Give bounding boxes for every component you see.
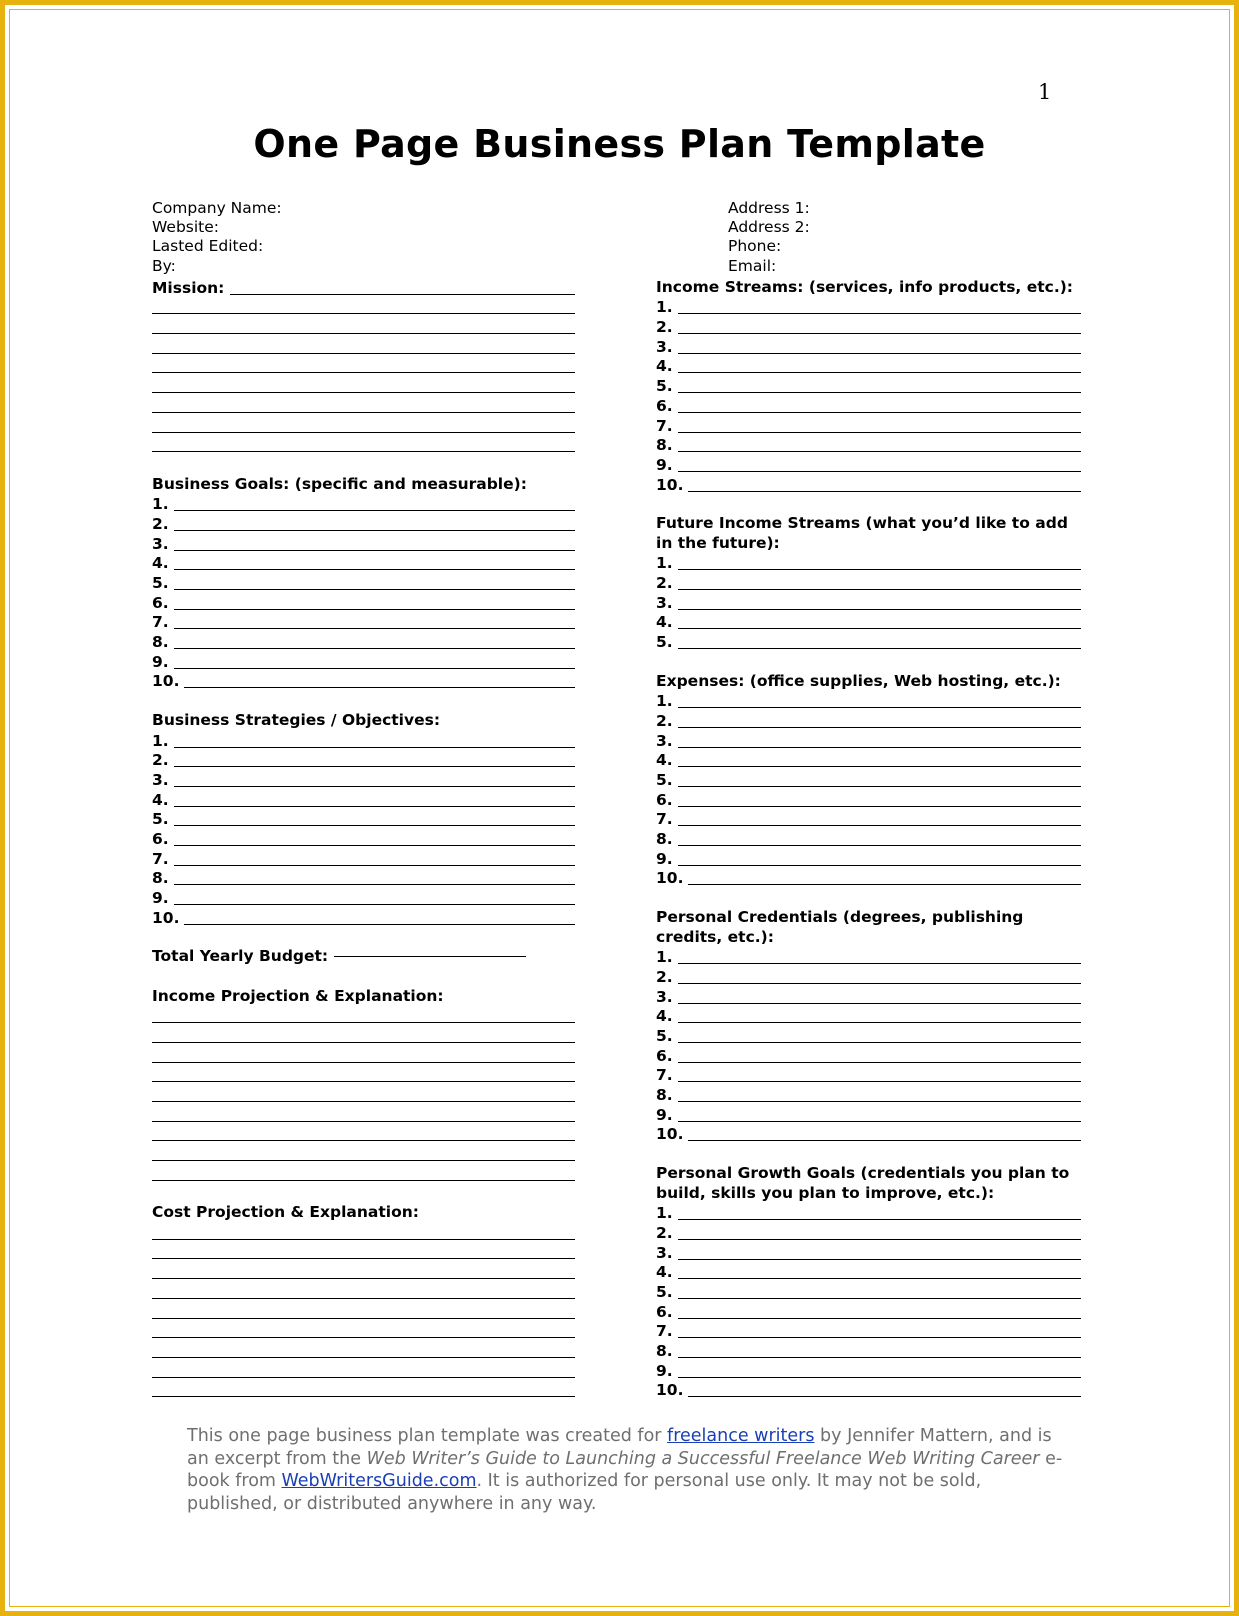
item-number: 5. [656,633,673,652]
list-item[interactable] [656,810,1081,830]
blank-line [678,412,1081,413]
blank-line [152,1298,575,1299]
blank-line [152,1318,575,1319]
blank-line [678,845,1081,846]
item-number: 3. [152,534,169,553]
mission-label: Mission: [152,278,225,297]
item-number: 7. [656,1322,673,1341]
list-item[interactable] [152,731,575,751]
blank-line [152,392,575,393]
item-number: 1. [656,298,673,317]
blank-line [678,747,1081,748]
blank-line [174,628,575,629]
list-item[interactable] [152,514,575,534]
left-column [152,278,575,1400]
blank-line [678,1259,1081,1260]
blank-line [152,1180,575,1181]
blank-line [174,845,575,846]
list-item[interactable] [656,593,1081,613]
list-item[interactable] [656,554,1081,574]
list-item[interactable] [656,1223,1081,1243]
list-item[interactable] [656,436,1081,456]
item-number: 8. [656,830,673,848]
business-strategies-list[interactable] [152,731,575,928]
address2-label: Address 2: [728,218,810,236]
cost-projection-lines[interactable] [152,1223,575,1400]
blank-line [174,747,575,748]
item-number: 3. [656,337,673,356]
list-item[interactable] [656,1046,1081,1066]
income-projection-heading: Income Projection & Explanation: [152,986,444,1005]
item-number: 1. [152,495,169,514]
growth-goals-heading: Personal Growth Goals (credentials you plan to build, skills you plan to improve, etc.): [656,1164,1070,1202]
list-item[interactable] [656,317,1081,337]
list-item[interactable] [656,869,1081,889]
blank-line [152,1140,575,1141]
blank-line [678,1121,1081,1122]
footer-note [187,1425,1067,1515]
business-goals-heading: Business Goals: (specific and measurable): [152,474,527,493]
blank-line [678,1377,1081,1378]
blank-line-row[interactable] [152,1282,575,1302]
expenses-list[interactable] [656,692,1081,889]
blank-line-row[interactable] [152,1105,575,1125]
list-item[interactable] [656,573,1081,593]
blank-line [678,372,1081,373]
list-item[interactable] [656,1203,1081,1223]
blank-line [688,1396,1081,1397]
blank-line [678,806,1081,807]
item-number: 5. [656,1026,673,1045]
list-item[interactable] [152,554,575,574]
item-number: 1. [656,1204,673,1223]
blank-line [678,1003,1081,1004]
list-item[interactable] [656,1341,1081,1361]
list-item[interactable] [656,692,1081,712]
blank-line [184,687,575,688]
list-item[interactable] [656,1105,1081,1125]
blank-line [174,530,575,531]
item-number: 2. [656,967,673,986]
item-number: 8. [656,1341,673,1360]
blank-line [678,1062,1081,1063]
blank-line [688,884,1081,885]
item-number: 8. [656,1085,673,1104]
blank-line-row[interactable] [152,1026,575,1046]
list-item[interactable] [656,829,1081,849]
item-number: 2. [152,751,169,770]
growth-goals-list[interactable] [656,1203,1081,1400]
list-item[interactable] [656,376,1081,396]
item-number: 1. [656,948,673,967]
item-number: 6. [656,1302,673,1321]
blank-line-row[interactable] [152,376,575,396]
blank-line [152,1062,575,1063]
item-number: 10. [656,869,684,888]
blank-line [678,451,1081,452]
item-number: 8. [152,633,169,652]
list-item[interactable] [656,357,1081,377]
blank-line [678,707,1081,708]
expenses-heading: Expenses: (office supplies, Web hosting, etc.): [656,671,1061,690]
blank-line [678,471,1081,472]
blank-line [230,294,575,295]
phone-label: Phone: [728,237,782,255]
budget-blank-line [334,956,526,957]
blank-line [152,451,575,452]
blank-line [678,766,1081,767]
list-item[interactable] [656,1243,1081,1263]
right-column [656,278,1081,1400]
list-item[interactable] [656,1125,1081,1145]
blank-line [678,609,1081,610]
list-item[interactable] [656,1361,1081,1381]
list-item[interactable] [152,573,575,593]
total-budget-row[interactable] [152,947,575,967]
blank-line [678,1081,1081,1082]
list-item[interactable] [656,711,1081,731]
list-item[interactable] [656,987,1081,1007]
list-item[interactable] [656,1026,1081,1046]
blank-line [152,333,575,334]
list-item[interactable] [152,829,575,849]
blank-line-row[interactable] [152,357,575,377]
blank-line-row[interactable] [152,1381,575,1401]
list-item[interactable] [656,396,1081,416]
blank-line [174,589,575,590]
list-item[interactable] [656,298,1081,318]
blank-line-row[interactable] [152,1322,575,1342]
mission-row[interactable] [152,278,575,298]
blank-line-row[interactable] [152,1144,575,1164]
page-number: 1 [1038,80,1052,104]
blank-line-row[interactable] [152,1243,575,1263]
blank-line [678,589,1081,590]
email-label: Email: [728,257,777,275]
blank-line [678,865,1081,866]
item-number: 7. [656,1066,673,1085]
blank-line [678,1298,1081,1299]
list-item[interactable] [152,869,575,889]
blank-line-row[interactable] [152,1223,575,1243]
blank-line [174,825,575,826]
item-number: 10. [656,475,684,494]
blank-line [688,491,1081,492]
future-income-list[interactable] [656,554,1081,652]
item-number: 9. [656,1361,673,1380]
blank-line [678,963,1081,964]
blank-line-row[interactable] [152,1302,575,1322]
blank-line [152,1396,575,1397]
item-number: 9. [152,889,169,908]
credentials-list[interactable] [656,947,1081,1144]
item-number: 1. [152,731,169,750]
list-item[interactable] [152,849,575,869]
blank-line-row[interactable] [152,1361,575,1381]
list-item[interactable] [656,416,1081,436]
list-item[interactable] [152,652,575,672]
blank-line [174,884,575,885]
item-number: 8. [152,869,169,888]
blank-line-row[interactable] [152,1164,575,1184]
blank-line [174,569,575,570]
blank-line [678,628,1081,629]
website-label: Website: [152,218,220,236]
item-number: 3. [656,987,673,1006]
list-item[interactable] [656,967,1081,987]
item-number: 6. [656,790,673,809]
list-item[interactable] [656,1381,1081,1401]
footer-text-4: . It is authorized for personal use only. It may not be sold, published, or distributed anywhere in any way. [187,1471,982,1514]
item-number: 3. [656,1243,673,1262]
item-number: 7. [152,849,169,868]
future-income-heading: Future Income Streams (what you’d like to add in the future): [656,514,1068,552]
blank-line [678,1022,1081,1023]
item-number: 4. [656,613,673,632]
blank-line [152,1081,575,1082]
blank-line [678,1318,1081,1319]
blank-line [174,865,575,866]
item-number: 9. [656,455,673,474]
blank-line [678,569,1081,570]
item-number: 5. [656,377,673,396]
blank-line [678,1278,1081,1279]
business-goals-list[interactable] [152,495,575,692]
list-item[interactable] [656,1282,1081,1302]
blank-line [678,1337,1081,1338]
item-number: 3. [152,770,169,789]
blank-line [152,1258,575,1259]
list-item[interactable] [656,613,1081,633]
list-item[interactable] [152,751,575,771]
credentials-heading: Personal Credentials (degrees, publishing credits, etc.): [656,908,1024,946]
blank-line [678,432,1081,433]
blank-line [174,904,575,905]
blank-line [174,766,575,767]
blank-line-row[interactable] [152,1007,575,1027]
blank-line [152,353,575,354]
blank-line [678,727,1081,728]
total-budget-label: Total Yearly Budget: [152,947,329,966]
item-number: 8. [656,436,673,455]
blank-line [678,313,1081,314]
list-item[interactable] [152,790,575,810]
item-number: 1. [656,692,673,711]
by-label: By: [152,257,176,275]
item-number: 9. [656,1105,673,1124]
footer-text-3: e-book from [187,1448,1063,1491]
blank-line [152,372,575,373]
item-number: 2. [656,711,673,730]
item-number: 2. [152,514,169,533]
list-item[interactable] [152,632,575,652]
blank-line [152,432,575,433]
blank-line-row[interactable] [152,337,575,357]
list-item[interactable] [656,1007,1081,1027]
blank-line-row[interactable] [152,436,575,456]
blank-line [152,1042,575,1043]
list-item[interactable] [152,534,575,554]
list-item[interactable] [152,613,575,633]
item-number: 6. [656,396,673,415]
webwritersguide-link[interactable]: WebWritersGuide.com [281,1471,477,1491]
blank-line [678,983,1081,984]
item-number: 2. [656,318,673,337]
list-item[interactable] [656,337,1081,357]
item-number: 6. [152,829,169,848]
list-item[interactable] [656,790,1081,810]
list-item[interactable] [152,770,575,790]
item-number: 3. [656,731,673,750]
item-number: 2. [656,1223,673,1242]
list-item[interactable] [656,1263,1081,1283]
item-number: 4. [656,751,673,770]
blank-line [152,1022,575,1023]
blank-line [678,786,1081,787]
address1-label: Address 1: [728,199,810,217]
blank-line [678,825,1081,826]
blank-line [152,1101,575,1102]
page-title: One Page Business Plan Template [253,122,986,166]
item-number: 5. [656,770,673,789]
list-item[interactable] [152,810,575,830]
blank-line [152,313,575,314]
list-item[interactable] [152,888,575,908]
blank-line [678,648,1081,649]
list-item[interactable] [656,849,1081,869]
blank-line [184,924,575,925]
freelance-writers-link[interactable]: freelance writers [667,1426,815,1446]
list-item[interactable] [656,632,1081,652]
list-item[interactable] [656,1322,1081,1342]
blank-line [174,806,575,807]
blank-line [174,786,575,787]
blank-line-row[interactable] [152,317,575,337]
blank-line-row[interactable] [152,1262,575,1282]
list-item[interactable] [152,908,575,928]
footer-text-1: This one page business plan template was created for [187,1426,668,1446]
blank-line-row[interactable] [152,416,575,436]
blank-line-row[interactable] [152,1341,575,1361]
item-number: 10. [656,1125,684,1144]
blank-line [152,1278,575,1279]
blank-line [152,1377,575,1378]
blank-line [152,1121,575,1122]
item-number: 9. [152,652,169,671]
company-name-label: Company Name: [152,199,282,217]
item-number: 2. [656,574,673,593]
item-number: 10. [152,672,180,691]
blank-line [174,668,575,669]
blank-line [174,648,575,649]
blank-line [678,392,1081,393]
item-number: 4. [656,357,673,376]
list-item[interactable] [152,593,575,613]
list-item[interactable] [656,455,1081,475]
item-number: 7. [656,810,673,829]
income-streams-list[interactable] [656,298,1081,495]
item-number: 10. [656,1381,684,1400]
list-item[interactable] [152,672,575,692]
blank-line [678,1042,1081,1043]
blank-line-row[interactable] [152,1085,575,1105]
blank-line-row[interactable] [152,1066,575,1086]
item-number: 6. [152,593,169,612]
cost-projection-heading: Cost Projection & Explanation: [152,1203,419,1222]
list-item[interactable] [656,1085,1081,1105]
blank-line [678,1239,1081,1240]
income-streams-heading: Income Streams: (services, info products, etc.): [656,278,1073,296]
blank-line-row[interactable] [152,298,575,318]
book-title: Web Writer’s Guide to Launching a Successful Freelance Web Writing Career [366,1448,1040,1469]
blank-line-row[interactable] [152,1125,575,1145]
blank-line [152,412,575,413]
item-number: 4. [656,1263,673,1282]
mission-lines[interactable] [152,298,575,456]
list-item[interactable] [656,947,1081,967]
list-item[interactable] [656,1066,1081,1086]
item-number: 3. [656,593,673,612]
list-item[interactable] [656,770,1081,790]
list-item[interactable] [656,475,1081,495]
list-item[interactable] [656,751,1081,771]
list-item[interactable] [656,1302,1081,1322]
blank-line [152,1160,575,1161]
blank-line [678,333,1081,334]
item-number: 4. [152,790,169,809]
blank-line [174,609,575,610]
blank-line-row[interactable] [152,396,575,416]
item-number: 5. [152,810,169,829]
income-projection-lines[interactable] [152,1007,575,1184]
blank-line [688,1140,1081,1141]
business-strategies-heading: Business Strategies / Objectives: [152,711,441,730]
item-number: 6. [656,1046,673,1065]
blank-line [152,1239,575,1240]
item-number: 7. [152,613,169,632]
item-number: 1. [656,554,673,573]
item-number: 7. [656,416,673,435]
item-number: 5. [656,1282,673,1301]
blank-line [678,1219,1081,1220]
blank-line-row[interactable] [152,1046,575,1066]
list-item[interactable] [656,731,1081,751]
item-number: 5. [152,574,169,593]
item-number: 4. [656,1007,673,1026]
item-number: 10. [152,908,180,927]
blank-line [152,1357,575,1358]
last-edited-label: Lasted Edited: [152,237,264,255]
blank-line [678,353,1081,354]
blank-line [174,550,575,551]
item-number: 9. [656,849,673,868]
blank-line [678,1101,1081,1102]
footer-text-2: by Jennifer Mattern, and is an excerpt from the [187,1426,1052,1469]
blank-line [678,1357,1081,1358]
blank-line [174,510,575,511]
item-number: 4. [152,554,169,573]
list-item[interactable] [152,495,575,515]
blank-line [152,1337,575,1338]
